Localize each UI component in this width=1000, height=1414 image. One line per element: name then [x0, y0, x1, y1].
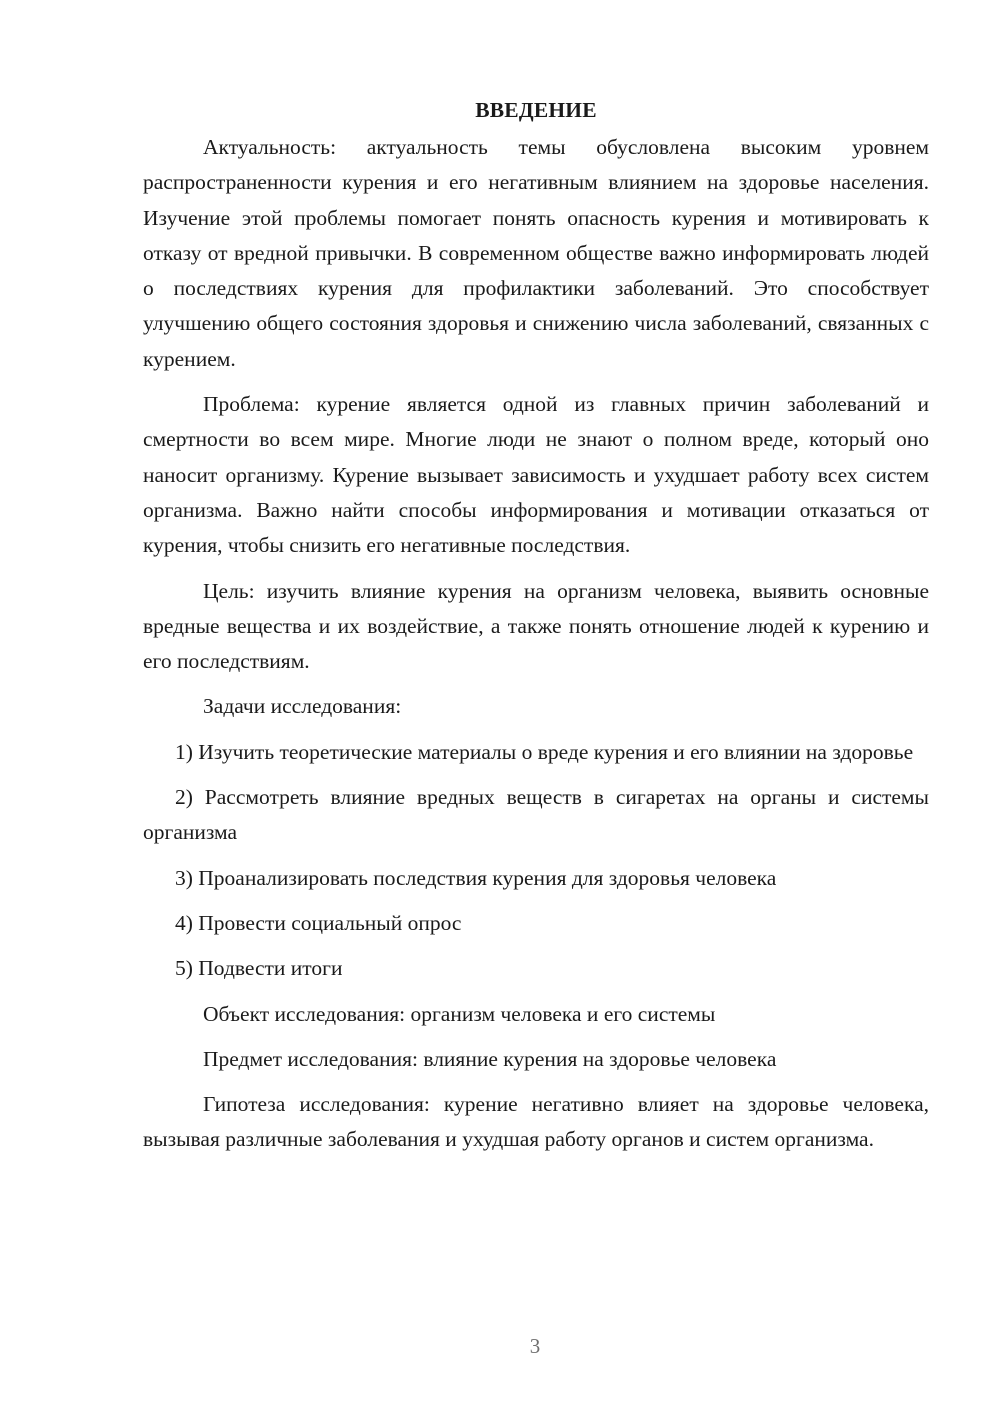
- page-title: ВВЕДЕНИЕ: [475, 98, 597, 122]
- document-page: [143, 92, 929, 1158]
- task-item-3: 3) Проанализировать последствия курения для здоровья человека: [175, 865, 777, 890]
- task-item-2: 2) Рассмотреть влияние вредных веществ в сигаретах на органы и системы организма: [143, 785, 929, 845]
- task-item-5: 5) Подвести итоги: [175, 956, 343, 981]
- task-item-4: 4) Провести социальный опрос: [175, 910, 462, 935]
- tasks-heading: Задачи исследования:: [203, 694, 402, 719]
- page-number: 3: [529, 1334, 541, 1358]
- research-object: Объект исследования: организм человека и его системы: [203, 1001, 716, 1026]
- relevance-paragraph: Актуальность: актуальность темы обусловлена высоким уровнем распространенности курения и его негативным влиянием на здоровье населения. Изучение этой проблемы помогает понять опасность курения и мотивировать к отказу от вредной привычки. В современном обществе важно информировать людей о последствиях курения для профилактики заболеваний. Это способствует улучшению общего состояния здоровья и снижению числа заболеваний, связанных с курением.: [143, 135, 929, 371]
- task-item-1: 1) Изучить теоретические материалы о вреде курения и его влиянии на здоровье: [175, 739, 914, 764]
- research-hypothesis: Гипотеза исследования: курение негативно влияет на здоровье человека, вызывая различные заболевания и ухудшая работу органов и систем организма.: [143, 1092, 929, 1152]
- research-subject: Предмет исследования: влияние курения на здоровье человека: [203, 1046, 777, 1071]
- goal-paragraph: Цель: изучить влияние курения на организм человека, выявить основные вредные вещества и их воздействие, а также понять отношение людей к курению и его последствиям.: [143, 578, 929, 674]
- problem-paragraph: Проблема: курение является одной из главных причин заболеваний и смертности во всем мире. Многие люди не знают о полном вреде, который оно наносит организму. Курение вызывает зависимость и ухудшает работу всех систем организма. Важно найти способы информирования и мотивации отказаться от курения, чтобы снизить его негативные последствия.: [143, 392, 929, 558]
